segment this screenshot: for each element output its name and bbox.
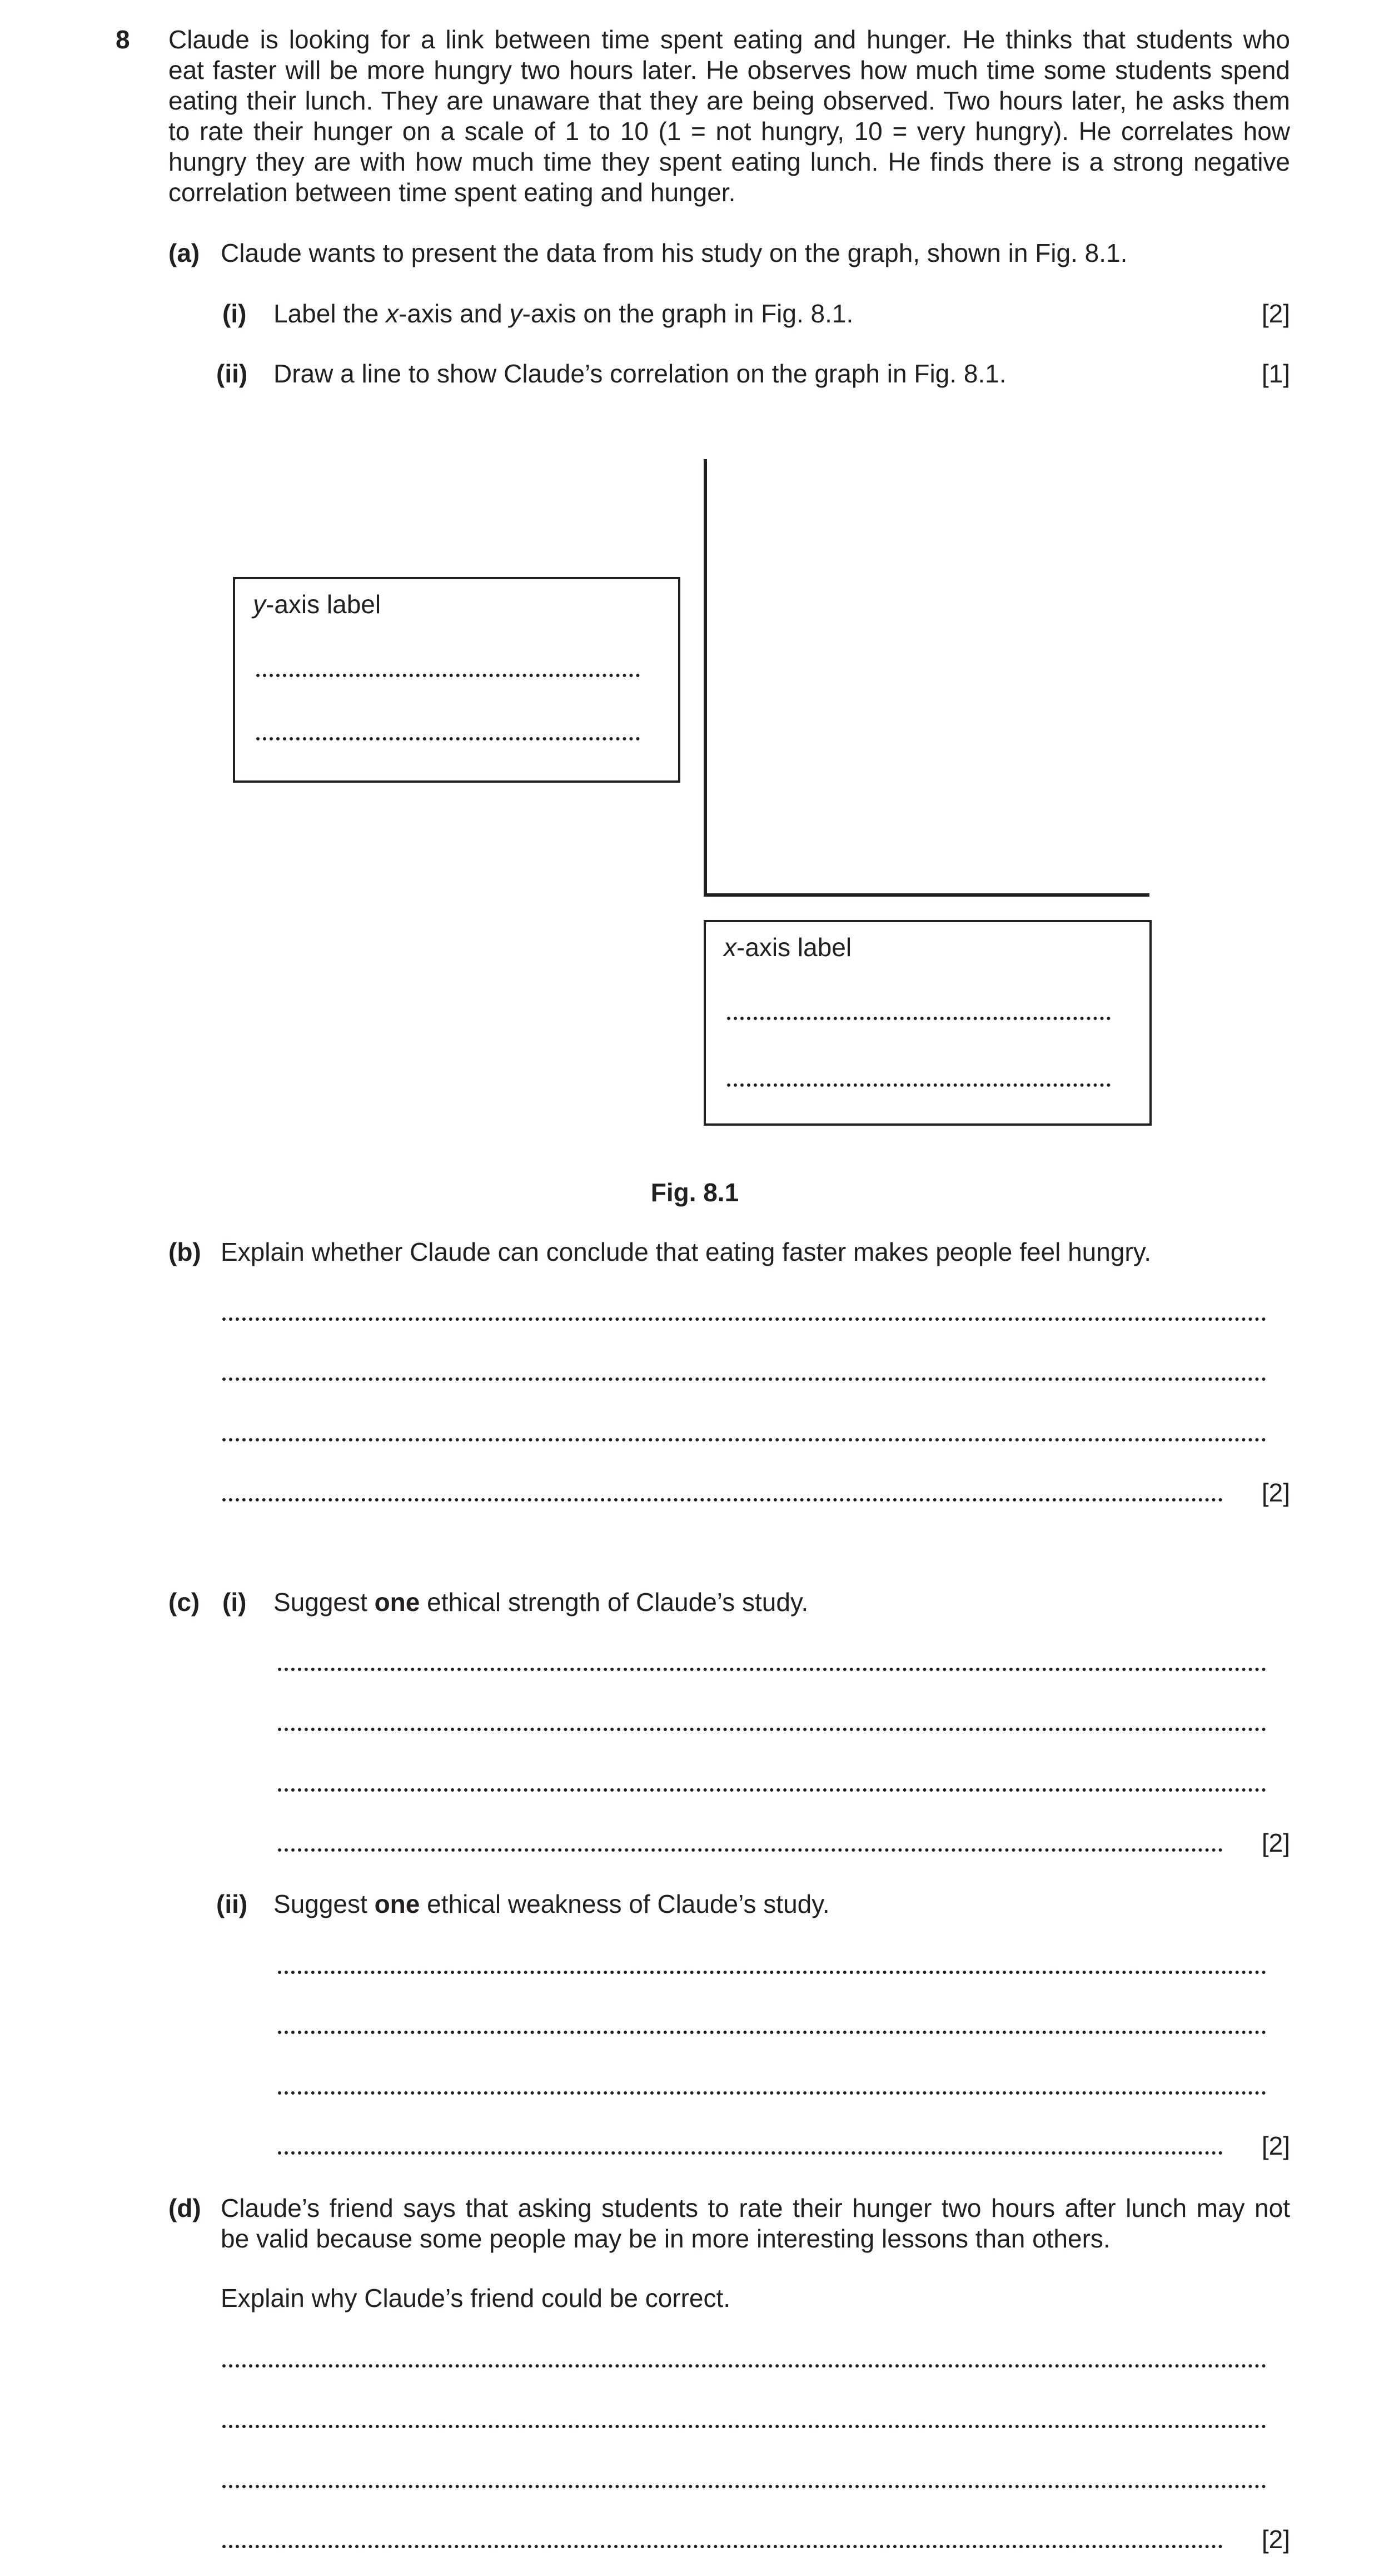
- part-d-text: [221, 2193, 1290, 2254]
- part-c-label: (c): [168, 1588, 200, 1617]
- stem-line: hungry they are with how much time they spent eating lunch. He finds there is a strong negative: [168, 147, 1290, 176]
- part-d-line: be valid because some people may be in more interesting lessons than others.: [221, 2224, 1111, 2253]
- y-axis-answer-line[interactable]: [256, 737, 640, 740]
- part-c-ii-text: Suggest one ethical weakness of Claude’s study.: [273, 1889, 830, 1918]
- part-a-i-text: Label the x-axis and y-axis on the graph in Fig. 8.1.: [273, 299, 854, 328]
- part-a-ii-label: (ii): [216, 359, 248, 388]
- answer-line[interactable]: [222, 2485, 1266, 2488]
- part-a-ii-text: Draw a line to show Claude’s correlation on the graph in Fig. 8.1.: [273, 359, 1007, 388]
- part-c-ii-label: (ii): [216, 1889, 248, 1918]
- answer-line[interactable]: [222, 1317, 1266, 1321]
- x-axis-label-heading: x-axis label: [724, 933, 852, 962]
- answer-line[interactable]: [222, 1498, 1223, 1501]
- answer-line[interactable]: [222, 1377, 1266, 1381]
- answer-line[interactable]: [222, 2425, 1266, 2428]
- part-b-label: (b): [168, 1237, 201, 1266]
- x-axis-label-box: [704, 920, 1152, 1126]
- part-a-label: (a): [168, 238, 200, 267]
- stem-line: eat faster will be more hungry two hours later. He observes how much time some students spend: [168, 56, 1290, 84]
- stem-line: eating their lunch. They are unaware that they are being observed. Two hours later, he asks them: [168, 86, 1290, 115]
- part-c-i-marks: [2]: [1261, 1828, 1290, 1857]
- part-a-text: Claude wants to present the data from his study on the graph, shown in Fig. 8.1.: [221, 238, 1128, 267]
- y-axis-label-heading: y-axis label: [253, 590, 381, 619]
- stem-line: correlation between time spent eating and hunger.: [168, 178, 736, 207]
- part-b-text: Explain whether Claude can conclude that eating faster makes people feel hungry.: [221, 1237, 1152, 1266]
- question-number: 8: [116, 25, 130, 54]
- part-d-marks: [2]: [1261, 2525, 1290, 2554]
- answer-line[interactable]: [278, 1728, 1266, 1731]
- part-c-i-label: (i): [222, 1588, 247, 1617]
- answer-line[interactable]: [222, 1438, 1266, 1441]
- answer-line[interactable]: [278, 2151, 1223, 2155]
- part-d-prompt: Explain why Claude’s friend could be correct.: [221, 2284, 731, 2313]
- part-a-i-label: (i): [222, 299, 247, 328]
- figure-caption: Fig. 8.1: [650, 1178, 739, 1207]
- question-stem: [168, 24, 1290, 208]
- part-b-marks: [2]: [1261, 1478, 1290, 1507]
- y-axis-answer-line[interactable]: [256, 674, 640, 677]
- part-a-i-marks: [2]: [1261, 299, 1290, 328]
- stem-line: Claude is looking for a link between time spent eating and hunger. He thinks that students who: [168, 25, 1290, 54]
- stem-line: to rate their hunger on a scale of 1 to 10 (1 = not hungry, 10 = very hungry). He correlates how: [168, 117, 1290, 146]
- part-c-ii-marks: [2]: [1261, 2131, 1290, 2160]
- x-axis-answer-line[interactable]: [727, 1017, 1111, 1020]
- answer-line[interactable]: [278, 1668, 1266, 1671]
- part-d-label: (d): [168, 2194, 201, 2222]
- answer-line[interactable]: [278, 2091, 1266, 2095]
- answer-line[interactable]: [278, 2031, 1266, 2034]
- part-a-ii-marks: [1]: [1261, 359, 1290, 388]
- part-c-i-text: Suggest one ethical strength of Claude’s study.: [273, 1588, 809, 1617]
- answer-line[interactable]: [222, 2545, 1223, 2548]
- graph-y-axis: [704, 459, 707, 897]
- answer-line[interactable]: [222, 2364, 1266, 2368]
- part-d-line: Claude’s friend says that asking students to rate their hunger two hours after lunch may not: [221, 2194, 1290, 2222]
- graph-x-axis: [704, 893, 1149, 897]
- answer-line[interactable]: [278, 1971, 1266, 1974]
- answer-line[interactable]: [278, 1848, 1223, 1852]
- y-axis-label-box: [233, 577, 680, 783]
- answer-line[interactable]: [278, 1788, 1266, 1792]
- x-axis-answer-line[interactable]: [727, 1083, 1111, 1087]
